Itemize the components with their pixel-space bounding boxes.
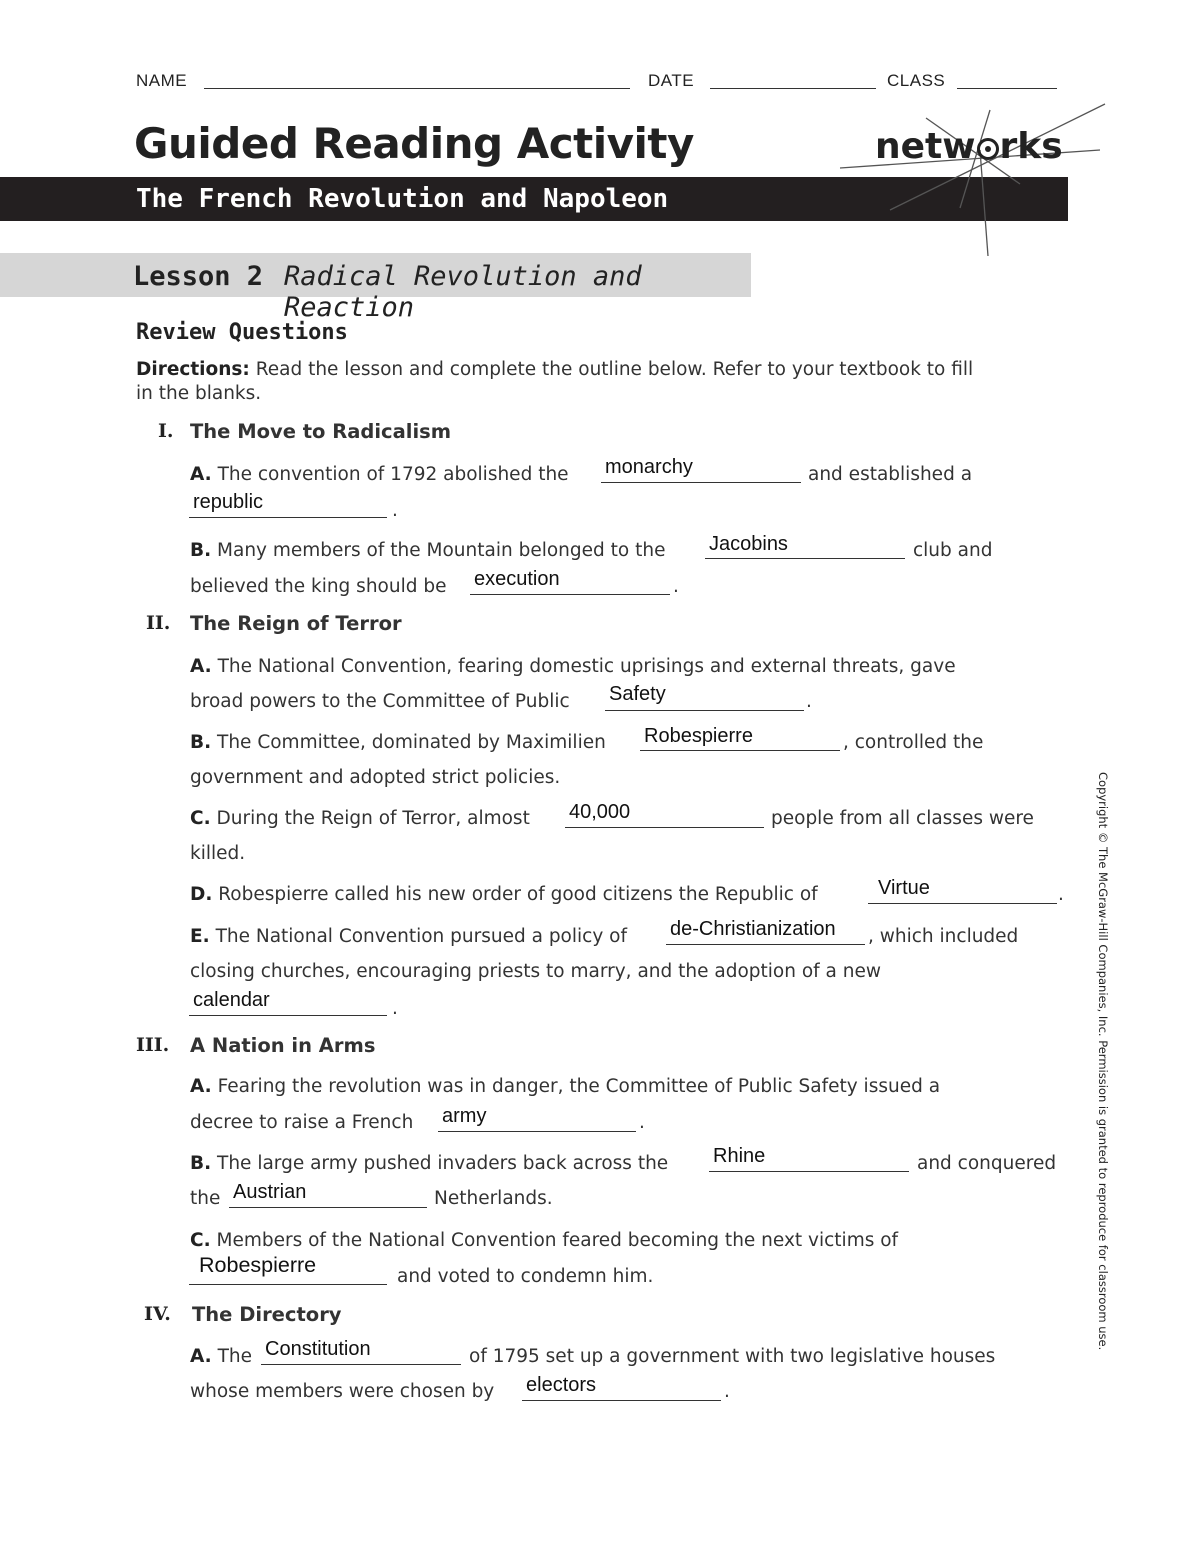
page-title: Guided Reading Activity: [134, 119, 694, 168]
answer-text[interactable]: Robespierre: [199, 1253, 317, 1277]
section-title: The Directory: [192, 1303, 342, 1326]
answer-text[interactable]: Robespierre: [644, 725, 753, 747]
item-text-part: club and: [913, 540, 993, 561]
section-numeral: II.: [146, 612, 171, 634]
answer-text[interactable]: Austrian: [233, 1181, 307, 1203]
answer-text[interactable]: monarchy: [605, 456, 693, 478]
answer-text[interactable]: Rhine: [713, 1145, 766, 1167]
answer-blank[interactable]: [470, 594, 670, 595]
item-text: [190, 731, 606, 755]
item-text-part: and established a: [808, 464, 973, 485]
answer-blank[interactable]: [666, 944, 865, 945]
item-text-part: , which included: [868, 926, 1019, 947]
answer-blank[interactable]: [522, 1400, 721, 1401]
answer-text[interactable]: de-Christianization: [670, 918, 836, 940]
answer-text[interactable]: Virtue: [878, 877, 930, 899]
item-text: [190, 1345, 252, 1369]
lesson-title: Radical Revolution and Reaction: [284, 261, 642, 323]
name-label: NAME: [136, 71, 188, 90]
logo-text-start: netw: [875, 126, 976, 167]
unit-title: The French Revolution and Napoleon: [136, 184, 669, 214]
answer-text[interactable]: execution: [474, 568, 560, 590]
answer-blank[interactable]: [705, 558, 905, 559]
item-letter: B.: [190, 732, 212, 753]
item-text: [190, 807, 530, 831]
answer-text[interactable]: Safety: [609, 683, 666, 705]
item-text-part: .: [673, 576, 679, 597]
answer-text[interactable]: 40,000: [569, 801, 631, 823]
item-text-part: the: [190, 1188, 221, 1209]
lesson-box: [0, 253, 751, 323]
answer-blank[interactable]: [261, 1364, 461, 1365]
item-text-part: During the Reign of Terror, almost: [216, 808, 530, 829]
directions-line-1: [136, 358, 973, 382]
date-label: DATE: [648, 71, 695, 90]
answer-blank[interactable]: [601, 482, 801, 483]
answer-blank[interactable]: [438, 1131, 636, 1132]
item-text-part: broad powers to the Committee of Public: [190, 691, 570, 712]
item-letter: A.: [190, 656, 212, 677]
item-text-part: .: [639, 1112, 645, 1133]
item-text-part: Members of the National Convention feared becoming the next victims of: [216, 1230, 899, 1251]
answer-text[interactable]: Constitution: [265, 1338, 371, 1360]
item-letter: D.: [190, 884, 213, 905]
item-text: [190, 1152, 668, 1176]
item-text-part: , controlled the: [843, 732, 984, 753]
item-text-part: whose members were chosen by: [190, 1381, 495, 1402]
directions-text: Read the lesson and complete the outline below. Refer to your textbook to fill: [255, 359, 974, 380]
answer-blank[interactable]: [189, 1284, 387, 1285]
directions-line-2: in the blanks.: [136, 383, 262, 404]
copyright-notice: Copyright © The McGraw-Hill Companies, Inc. Permission is granted to reproduce for classroom use.: [1096, 772, 1110, 1351]
item-text-part: .: [806, 691, 812, 712]
item-text-part: closing churches, encouraging priests to marry, and the adoption of a new: [190, 961, 881, 982]
answer-blank[interactable]: [640, 750, 840, 751]
item-text-part: people from all classes were: [771, 808, 1034, 829]
item-text-part: of 1795 set up a government with two legislative houses: [469, 1346, 996, 1367]
class-field[interactable]: [957, 88, 1057, 89]
item-text-part: .: [1058, 884, 1064, 905]
section-numeral: IV.: [144, 1303, 171, 1325]
item-text: [190, 463, 569, 487]
item-text: [190, 883, 818, 907]
item-text: [190, 1229, 898, 1253]
answer-blank[interactable]: [605, 710, 804, 711]
item-text-part: The large army pushed invaders back across the: [217, 1153, 669, 1174]
item-text-part: Robespierre called his new order of good citizens the Republic of: [218, 884, 818, 905]
answer-blank[interactable]: [229, 1207, 427, 1208]
date-field[interactable]: [710, 88, 876, 89]
item-letter: C.: [190, 808, 211, 829]
networks-starburst-icon: [830, 98, 1120, 268]
name-field[interactable]: [204, 88, 630, 89]
answer-text[interactable]: army: [442, 1105, 487, 1127]
item-text-part: The convention of 1792 abolished the: [217, 464, 569, 485]
item-letter: E.: [190, 926, 210, 947]
item-text-part: .: [724, 1381, 730, 1402]
answer-text[interactable]: republic: [193, 491, 264, 513]
item-text: [190, 655, 956, 679]
answer-blank[interactable]: [868, 903, 1057, 904]
directions-label: Directions:: [136, 359, 250, 380]
logo-o-icon: [977, 138, 999, 160]
item-text-part: Fearing the revolution was in danger, the Committee of Public Safety issued a: [217, 1076, 941, 1097]
class-label: CLASS: [887, 71, 946, 90]
section-numeral: I.: [158, 420, 174, 442]
item-text-part: .: [392, 998, 398, 1019]
review-heading: Review Questions: [136, 320, 348, 345]
item-text-part: The Committee, dominated by Maximilien: [217, 732, 606, 753]
section-numeral: III.: [136, 1034, 170, 1056]
networks-logo: [875, 126, 1063, 167]
answer-text[interactable]: electors: [526, 1374, 597, 1396]
item-letter: A.: [190, 1346, 212, 1367]
answer-blank[interactable]: [709, 1171, 909, 1172]
answer-blank[interactable]: [189, 1015, 387, 1016]
item-text-part: government and adopted strict policies.: [190, 767, 561, 788]
item-letter: A.: [190, 1076, 212, 1097]
answer-blank[interactable]: [565, 827, 764, 828]
section-title: The Reign of Terror: [190, 612, 402, 635]
item-text: [190, 1075, 940, 1099]
answer-text[interactable]: calendar: [193, 989, 270, 1011]
lesson-number: Lesson 2: [133, 261, 264, 292]
item-text-part: Many members of the Mountain belonged to the: [217, 540, 666, 561]
item-text-part: and conquered: [917, 1153, 1057, 1174]
item-letter: A.: [190, 464, 212, 485]
item-text-part: .: [392, 500, 398, 521]
item-text-part: killed.: [190, 843, 246, 864]
item-text-part: The National Convention, fearing domestic uprisings and external threats, gave: [217, 656, 956, 677]
answer-text[interactable]: Jacobins: [709, 533, 788, 555]
item-letter: B.: [190, 540, 212, 561]
item-text-part: believed the king should be: [190, 576, 447, 597]
item-letter: C.: [190, 1230, 211, 1251]
item-text-part: The: [217, 1346, 253, 1367]
answer-blank[interactable]: [189, 517, 387, 518]
item-text-part: decree to raise a French: [190, 1112, 414, 1133]
section-title: A Nation in Arms: [190, 1034, 376, 1057]
section-title: The Move to Radicalism: [190, 420, 452, 443]
item-text-part: Netherlands.: [434, 1188, 553, 1209]
item-text-part: and voted to condemn him.: [397, 1266, 654, 1287]
item-text: [190, 539, 665, 563]
item-text-part: The National Convention pursued a policy of: [215, 926, 627, 947]
item-letter: B.: [190, 1153, 212, 1174]
logo-text-end: rks: [999, 126, 1063, 167]
item-text: [190, 925, 627, 949]
